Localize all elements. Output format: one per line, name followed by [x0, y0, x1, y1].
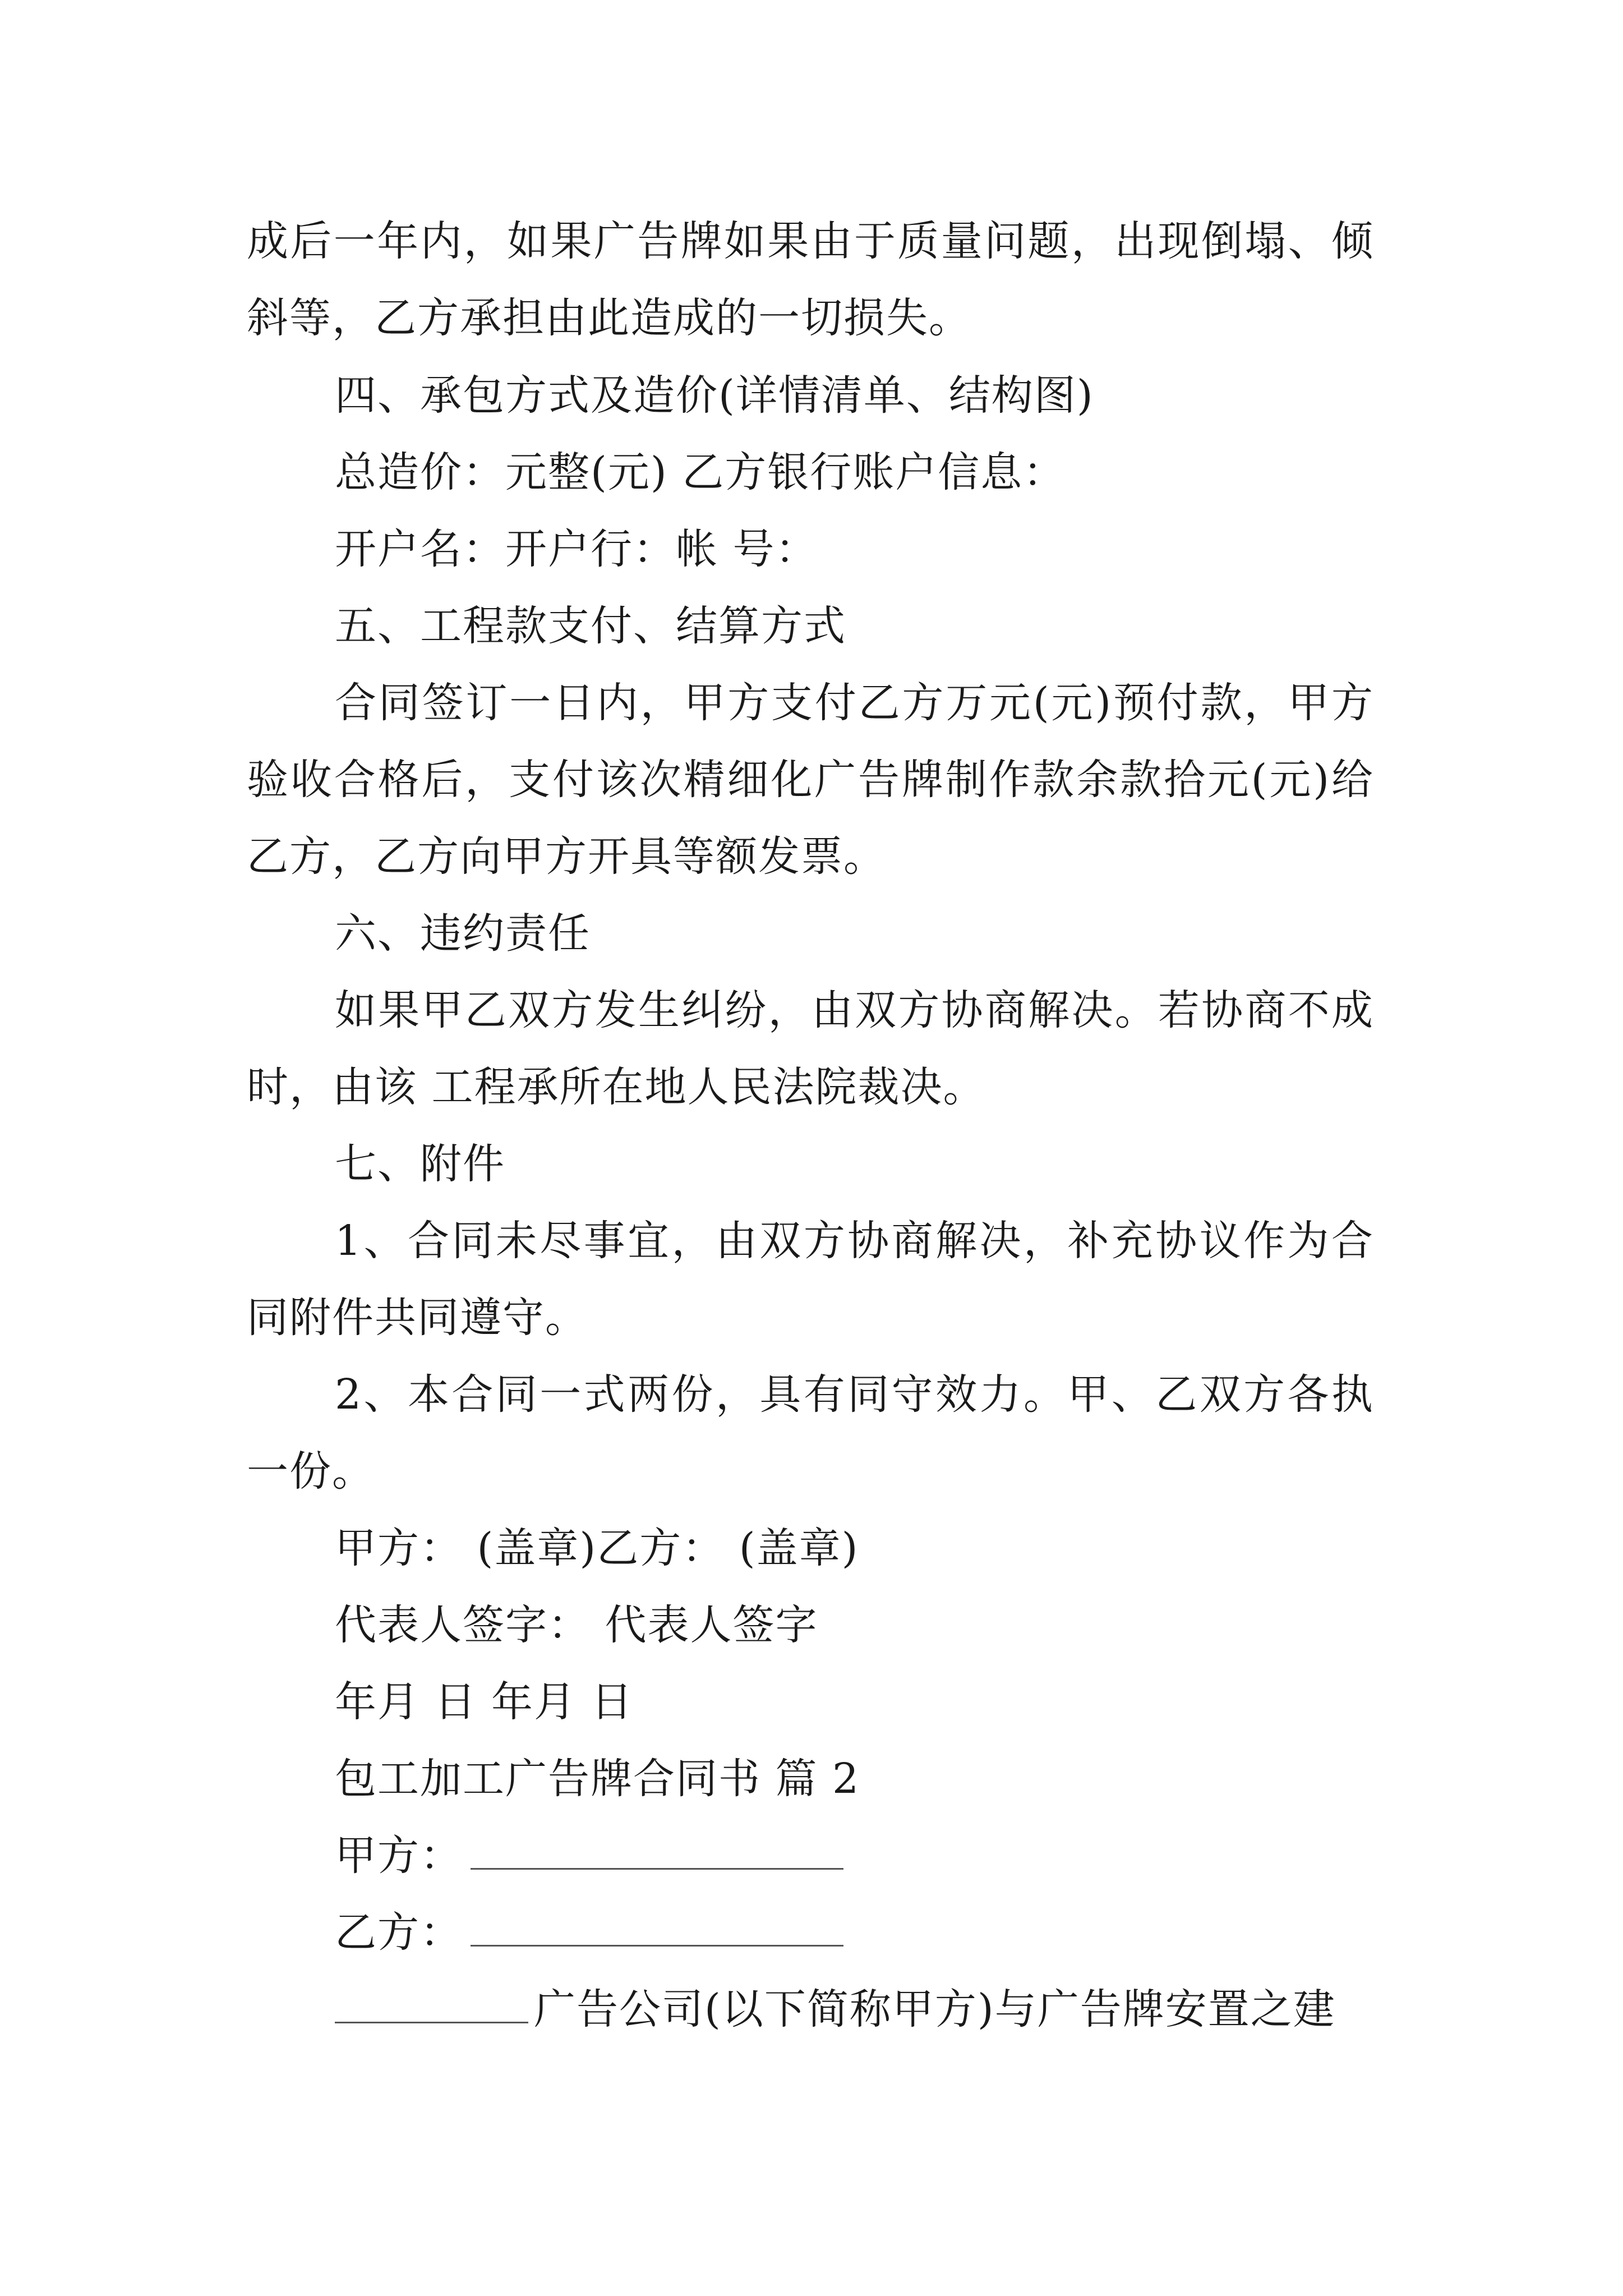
text-line: 开户名：开户行：帐 号：	[335, 525, 818, 573]
text-line: 总造价：元整(元) 乙方银行账户信息：	[335, 448, 1066, 496]
text-line: 如果甲乙双方发生纠纷，由双方协商解决。若协商不成	[335, 986, 1374, 1034]
party-a-line	[335, 1828, 1374, 1884]
intro-line	[335, 1981, 1374, 2037]
party-b-line	[335, 1904, 1374, 1961]
text-line: 乙方，乙方向甲方开具等额发票。	[247, 832, 886, 881]
signature-line: 甲方： (盖章)乙方： (盖章)	[335, 1524, 859, 1572]
text-line: 合同签订一日内，甲方支付乙方万元(元)预付款，甲方	[335, 679, 1374, 727]
signature-line: 代表人签字： 代表人签字	[335, 1601, 818, 1649]
contract-title: 包工加工广告牌合同书 篇 2	[335, 1755, 860, 1803]
party-b-label: 乙方：	[335, 1908, 463, 1957]
party-b-blank	[471, 1906, 843, 1947]
party-a-blank	[471, 1829, 843, 1870]
text-line: 时，由该 工程承所在地人民法院裁决。	[247, 1063, 986, 1111]
intro-text: 广告公司(以下简称甲方)与广告牌安置之建	[534, 1985, 1336, 2033]
text-line: 验收合格后，支付该次精细化广告牌制作款余款拾元(元)给	[247, 756, 1374, 804]
text-line: 一份。	[247, 1447, 375, 1496]
section-heading: 四、承包方式及造价(详情清单、结构图)	[335, 371, 1094, 420]
text-line: 1、合同未尽事宜，由双方协商解决，补充协议作为合	[335, 1217, 1374, 1265]
party-a-label: 甲方：	[335, 1832, 463, 1880]
date-line: 年月 日 年月 日	[335, 1678, 634, 1726]
section-heading: 五、工程款支付、结算方式	[335, 602, 846, 650]
text-line: 成后一年内，如果广告牌如果由于质量问题，出现倒塌、倾	[247, 217, 1374, 265]
section-heading: 七、附件	[335, 1140, 505, 1188]
company-blank	[335, 1982, 528, 2023]
text-line: 同附件共同遵守。	[247, 1294, 588, 1342]
section-heading: 六、违约责任	[335, 909, 591, 958]
text-line: 斜等，乙方承担由此造成的一切损失。	[247, 294, 971, 342]
text-line: 2、本合同一式两份，具有同守效力。甲、乙双方各执	[335, 1370, 1374, 1419]
